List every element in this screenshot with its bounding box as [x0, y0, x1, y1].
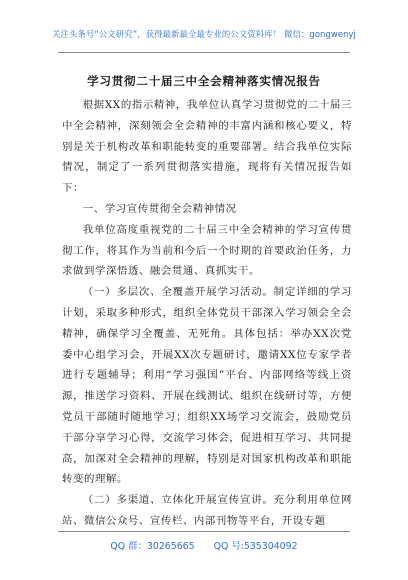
- header-divider: [58, 52, 350, 53]
- footer: [0, 538, 408, 552]
- section-paragraph: 我单位高度重视党的二十届三中全会精神的学习宣传贯彻工作，将其作为当前和今后一个时期的首要政治任务，力求做到学深悟透、融会贯通、真抓实干。: [62, 223, 352, 278]
- header-banner: 关注头条号“公文研究”，获得最新最全最专业的公文资料库！ 微信：gongwenyj: [52, 29, 356, 39]
- item-one-paragraph: （一）多层次、全覆盖开展学习活动。制定详细的学习计划，采取多种形式，组织全体党员干部深入学习领会全会精神，确保学习全覆盖、无死角。具体包括：举办XX次党委中心组学习会，开展XX次专题研讨，邀请XX位专家学者进行专题辅导；利用“学习强国”平台、内部网络等线上资源，推送学习资料、开展在线测试、组织在线研讨等，方便党员干部随时随地学习；组织XX场学习交流会，鼓励党员干部分享学习心得，交流学习体会，促进相互学习、共同提高，加深对全会精神的理解，特别是对国家机构改革和职能转变的理解。: [62, 286, 352, 486]
- qq-group-link[interactable]: QQ 群：30265665: [110, 541, 195, 552]
- document-title: 学习贯彻二十届三中全会精神落实情况报告: [87, 74, 321, 88]
- document-body: [62, 95, 352, 532]
- item-two-paragraph: （二）多渠道、立体化开展宣传宣讲。充分利用单位网站、微信公众号、宣传栏、内部刊物等平台，开设专题: [62, 494, 352, 527]
- footer-divider: [58, 531, 350, 532]
- section-heading: 一、学习宣传贯彻全会精神情况: [82, 202, 237, 215]
- intro-paragraph: 根据XX的指示精神，我单位认真学习贯彻党的二十届三中全会精神，深刻领会全会精神的丰富内涵和核心要义，特别是关于机构改革和职能转变的重要部署。结合我单位实际情况，制定了一系列贯彻落实措施，现将有关情况报告如下：: [62, 99, 352, 195]
- qq-number-link[interactable]: QQ 号:535304092: [213, 541, 298, 552]
